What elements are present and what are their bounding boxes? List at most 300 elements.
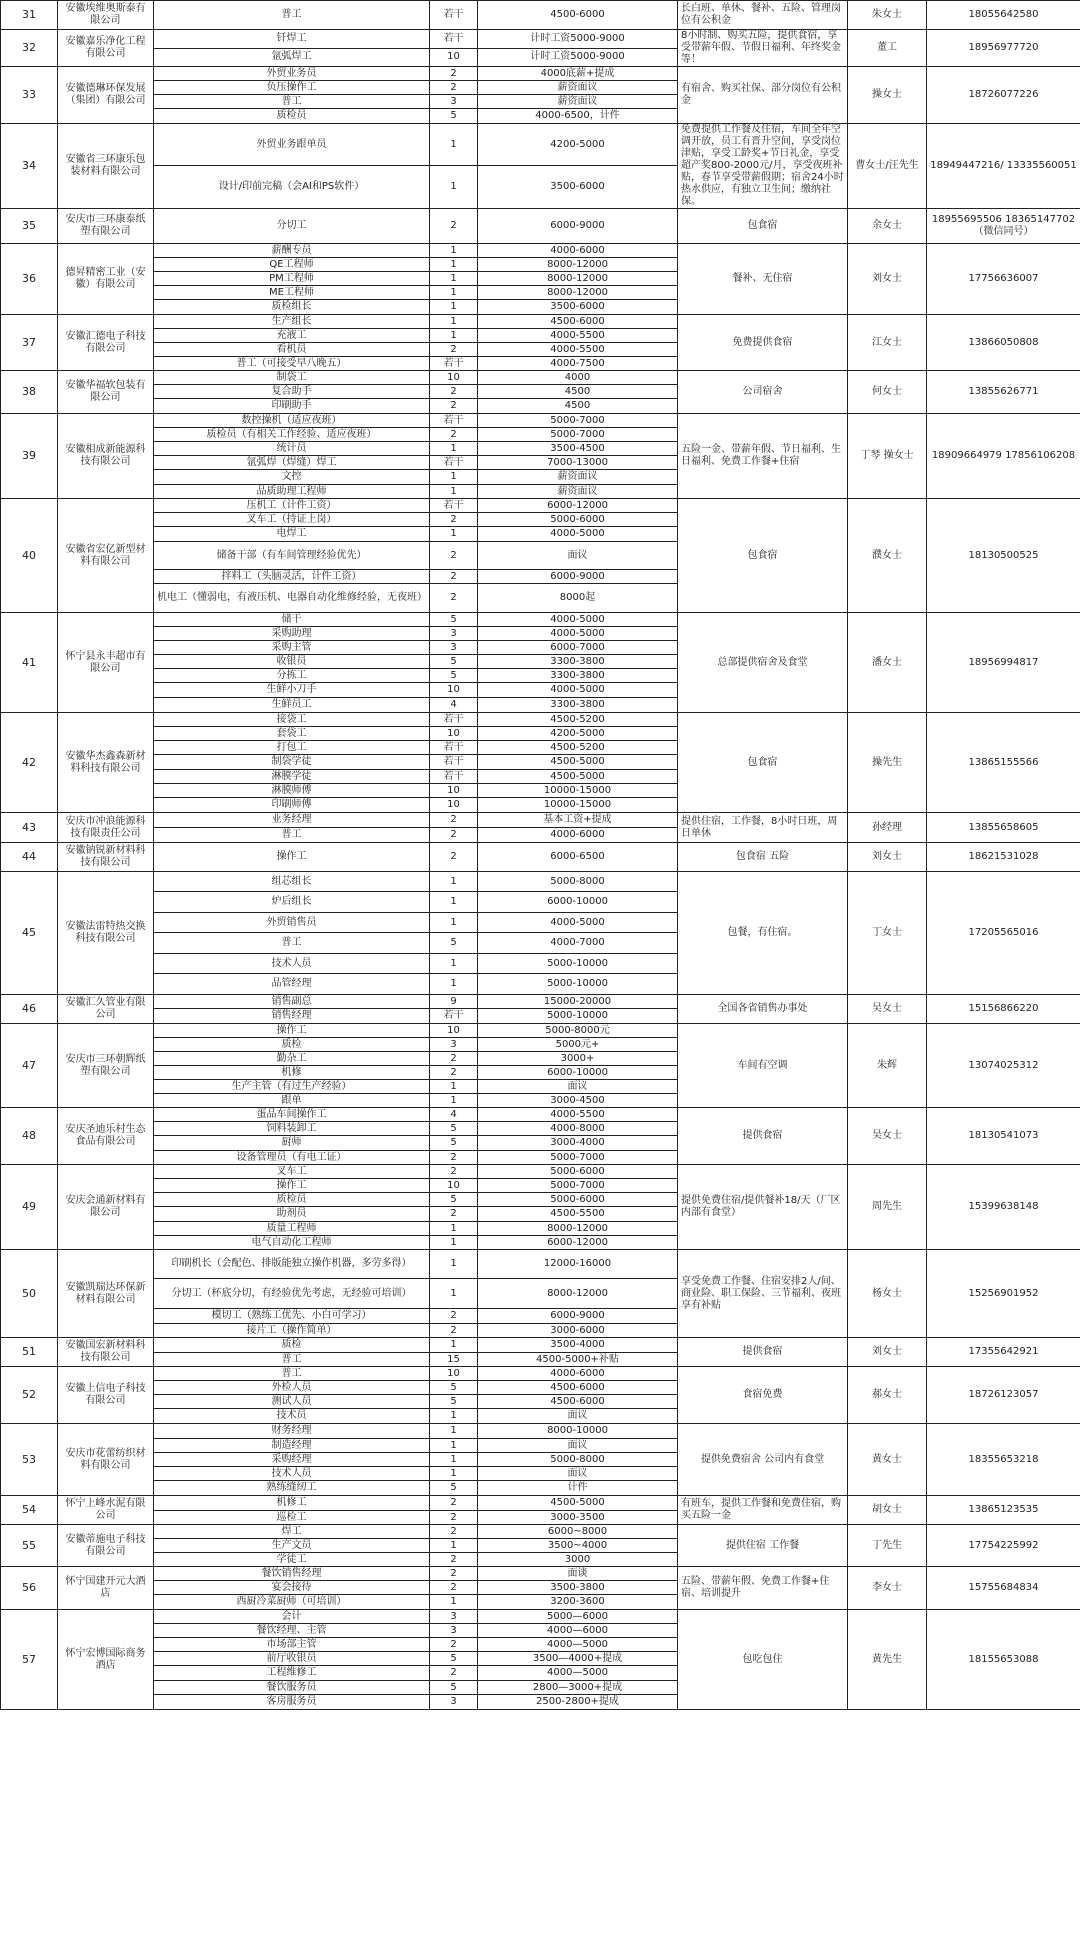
phone-number: 18955695506 18365147702（微信同号） bbox=[927, 209, 1080, 244]
benefits-cell: 提供住宿 工作餐 bbox=[678, 1525, 848, 1567]
position-salary: 5000-6000 bbox=[478, 1165, 678, 1179]
company-name: 安庆市三环康泰纸塑有限公司 bbox=[58, 209, 154, 244]
position-count: 1 bbox=[430, 244, 478, 258]
position-salary: 3000+ bbox=[478, 1052, 678, 1066]
position-title: 薪酬专员 bbox=[154, 244, 430, 258]
phone-number: 18055642580 bbox=[927, 1, 1080, 30]
phone-number: 18949447216/ 13335560051 bbox=[927, 124, 1080, 209]
position-salary: 7000-13000 bbox=[478, 456, 678, 470]
company-name: 安庆会通新材料有限公司 bbox=[58, 1165, 154, 1250]
position-title: 工程维修工 bbox=[154, 1666, 430, 1681]
position-title: 打包工 bbox=[154, 741, 430, 755]
position-count: 1 bbox=[430, 166, 478, 209]
phone-number: 18130500525 bbox=[927, 499, 1080, 613]
phone-number: 13855658605 bbox=[927, 813, 1080, 843]
position-salary: 3300-3800 bbox=[478, 669, 678, 683]
position-count: 10 bbox=[430, 683, 478, 698]
contact-person: 丁琴 操女士 bbox=[848, 414, 927, 499]
phone-number: 17756636007 bbox=[927, 244, 1080, 315]
position-title: 分拣工 bbox=[154, 669, 430, 683]
position-salary: 4000-5000 bbox=[478, 683, 678, 698]
row-number: 45 bbox=[1, 872, 58, 995]
position-count: 3 bbox=[430, 1624, 478, 1638]
company-name: 安徽省三环康乐包装材料有限公司 bbox=[58, 124, 154, 209]
position-salary: 3500-4500 bbox=[478, 442, 678, 456]
contact-person: 丁女士 bbox=[848, 872, 927, 995]
position-count: 10 bbox=[430, 784, 478, 798]
benefits-cell: 8小时制、购买五险，提供食宿，享受带薪年假、节假日福利、年终奖金等！ bbox=[678, 30, 848, 67]
position-salary: 4000底薪+提成 bbox=[478, 67, 678, 81]
position-count: 若干 bbox=[430, 770, 478, 784]
position-title: 质检员 bbox=[154, 1193, 430, 1207]
position-count: 5 bbox=[430, 1395, 478, 1409]
position-salary: 4500-5000 bbox=[478, 770, 678, 784]
position-count: 5 bbox=[430, 669, 478, 683]
position-count: 1 bbox=[430, 892, 478, 913]
position-title: 分切工（杯底分切，有经验优先考虑，无经验可培训） bbox=[154, 1279, 430, 1309]
position-salary: 4000-6000 bbox=[478, 828, 678, 843]
position-count: 9 bbox=[430, 995, 478, 1009]
position-salary: 4000-6000 bbox=[478, 1367, 678, 1381]
position-salary: 4000-8000 bbox=[478, 1122, 678, 1136]
position-title: 餐饮服务员 bbox=[154, 1681, 430, 1695]
position-salary: 4000-5000 bbox=[478, 913, 678, 933]
position-salary: 4000-5500 bbox=[478, 343, 678, 357]
position-title: 西厨冷菜厨师（可培训） bbox=[154, 1595, 430, 1610]
position-title: 操作工 bbox=[154, 1024, 430, 1038]
position-title: 餐饮销售经理 bbox=[154, 1567, 430, 1581]
position-salary: 薪资面议 bbox=[478, 95, 678, 109]
position-salary: 4500-5500 bbox=[478, 1207, 678, 1222]
contact-person: 刘女士 bbox=[848, 843, 927, 872]
benefits-cell: 提供食宿 bbox=[678, 1108, 848, 1165]
position-salary: 3500-6000 bbox=[478, 166, 678, 209]
position-count: 5 bbox=[430, 1681, 478, 1695]
table-row bbox=[1, 1567, 1080, 1581]
table-row bbox=[1, 872, 1080, 892]
position-title: 收银员 bbox=[154, 655, 430, 669]
position-title: 餐饮经理、主管 bbox=[154, 1624, 430, 1638]
benefits-cell: 免费提供工作餐及住宿，车间全年空调开放，员工有晋升空间，享受岗位津贴，享受工龄奖+节日礼金，享受超产奖800-2000元/月，享受夜班补贴，春节享受带薪假期；宿舍24小时热水供应，有独立卫生间；缴纳社保。 bbox=[678, 124, 848, 209]
position-title: 巡检工 bbox=[154, 1511, 430, 1525]
benefits-cell: 提供免费住宿/提供餐补18/天（厂区内部有食堂） bbox=[678, 1165, 848, 1250]
position-title: 机电工（懂弱电，有液压机、电器自动化维修经验，无夜班） bbox=[154, 584, 430, 613]
position-salary: 5000-10000 bbox=[478, 954, 678, 974]
position-count: 若干 bbox=[430, 30, 478, 49]
benefits-cell: 包食宿 bbox=[678, 209, 848, 244]
position-count: 2 bbox=[430, 1165, 478, 1179]
position-title: 普工 bbox=[154, 1367, 430, 1381]
position-salary: 面谈 bbox=[478, 1567, 678, 1581]
table-row bbox=[1, 1496, 1080, 1511]
table-row bbox=[1, 1424, 1080, 1439]
position-salary: 3300-3800 bbox=[478, 655, 678, 669]
row-number: 41 bbox=[1, 613, 58, 713]
position-count: 1 bbox=[430, 329, 478, 343]
position-count: 若干 bbox=[430, 456, 478, 470]
company-name: 安庆市冲浪能源科技有限责任公司 bbox=[58, 813, 154, 843]
contact-person: 吴女士 bbox=[848, 995, 927, 1024]
position-count: 1 bbox=[430, 286, 478, 300]
position-count: 1 bbox=[430, 1279, 478, 1309]
position-count: 1 bbox=[430, 470, 478, 485]
jobs-table-body bbox=[1, 1, 1080, 1710]
position-title: 负压操作工 bbox=[154, 81, 430, 95]
position-title: 生产文员 bbox=[154, 1539, 430, 1553]
company-name: 安徽上信电子科技有限公司 bbox=[58, 1367, 154, 1424]
position-title: 质量工程师 bbox=[154, 1222, 430, 1236]
position-salary: 3000 bbox=[478, 1553, 678, 1567]
position-count: 4 bbox=[430, 1108, 478, 1122]
company-name: 安徽省宏亿新型材料有限公司 bbox=[58, 499, 154, 613]
row-number: 53 bbox=[1, 1424, 58, 1496]
row-number: 46 bbox=[1, 995, 58, 1024]
position-salary: 5000—6000 bbox=[478, 1610, 678, 1624]
position-salary: 面议 bbox=[478, 1080, 678, 1094]
position-salary: 4500-5200 bbox=[478, 713, 678, 727]
row-number: 39 bbox=[1, 414, 58, 499]
position-salary: 5000-7000 bbox=[478, 1179, 678, 1193]
position-count: 若干 bbox=[430, 713, 478, 727]
position-count: 5 bbox=[430, 1136, 478, 1151]
position-title: 采购助理 bbox=[154, 627, 430, 641]
benefits-cell: 包食宿 五险 bbox=[678, 843, 848, 872]
position-title: 技术员 bbox=[154, 1409, 430, 1424]
position-salary: 4500-5000+补贴 bbox=[478, 1353, 678, 1367]
position-count: 10 bbox=[430, 371, 478, 385]
position-salary: 3000-3500 bbox=[478, 1511, 678, 1525]
benefits-cell: 五险、带薪年假、免费工作餐+住宿、培训提升 bbox=[678, 1567, 848, 1610]
position-title: 熟练缝纫工 bbox=[154, 1481, 430, 1496]
position-salary: 5000-8000元 bbox=[478, 1024, 678, 1038]
position-title: 市场部主管 bbox=[154, 1638, 430, 1652]
phone-number: 18956977720 bbox=[927, 30, 1080, 67]
position-count: 1 bbox=[430, 1250, 478, 1279]
position-count: 10 bbox=[430, 48, 478, 67]
position-count: 2 bbox=[430, 1309, 478, 1324]
row-number: 56 bbox=[1, 1567, 58, 1610]
row-number: 43 bbox=[1, 813, 58, 843]
contact-person: 孙经理 bbox=[848, 813, 927, 843]
position-title: 压机工（计件工资） bbox=[154, 499, 430, 513]
position-count: 1 bbox=[430, 1338, 478, 1353]
position-salary: 4500-6000 bbox=[478, 1, 678, 30]
contact-person: 郝女士 bbox=[848, 1367, 927, 1424]
position-title: 前厅收银员 bbox=[154, 1652, 430, 1666]
contact-person: 何女士 bbox=[848, 371, 927, 414]
position-count: 5 bbox=[430, 1122, 478, 1136]
position-salary: 5000-10000 bbox=[478, 1009, 678, 1024]
position-title: 蛋品车间操作工 bbox=[154, 1108, 430, 1122]
position-title: 助剂员 bbox=[154, 1207, 430, 1222]
position-title: 质检 bbox=[154, 1338, 430, 1353]
table-row bbox=[1, 1367, 1080, 1381]
position-salary: 4500-6000 bbox=[478, 315, 678, 329]
contact-person: 潘女士 bbox=[848, 613, 927, 713]
position-title: 电气自动化工程师 bbox=[154, 1236, 430, 1250]
position-title: 采购主管 bbox=[154, 641, 430, 655]
benefits-cell: 包食宿 bbox=[678, 499, 848, 613]
phone-number: 13865155566 bbox=[927, 713, 1080, 813]
position-title: 接片工（操作简单） bbox=[154, 1324, 430, 1338]
position-salary: 2500-2800+提成 bbox=[478, 1695, 678, 1710]
position-count: 5 bbox=[430, 109, 478, 124]
position-salary: 2800—3000+提成 bbox=[478, 1681, 678, 1695]
position-title: 测试人员 bbox=[154, 1395, 430, 1409]
position-title: 机修 bbox=[154, 1066, 430, 1080]
position-count: 10 bbox=[430, 798, 478, 813]
benefits-cell: 食宿免费 bbox=[678, 1367, 848, 1424]
position-count: 1 bbox=[430, 1453, 478, 1467]
benefits-cell: 包食宿 bbox=[678, 713, 848, 813]
position-title: 看机员 bbox=[154, 343, 430, 357]
position-title: 储备干部（有车间管理经验优先） bbox=[154, 542, 430, 570]
position-count: 1 bbox=[430, 1222, 478, 1236]
position-count: 10 bbox=[430, 1367, 478, 1381]
position-count: 1 bbox=[430, 124, 478, 166]
company-name: 安徽凯瑞达环保新材料有限公司 bbox=[58, 1250, 154, 1338]
position-count: 2 bbox=[430, 828, 478, 843]
position-count: 10 bbox=[430, 1024, 478, 1038]
position-title: 外贸业务员 bbox=[154, 67, 430, 81]
company-name: 怀宁国建开元大酒店 bbox=[58, 1567, 154, 1610]
position-title: 统计员 bbox=[154, 442, 430, 456]
position-count: 15 bbox=[430, 1353, 478, 1367]
position-title: 会计 bbox=[154, 1610, 430, 1624]
position-count: 1 bbox=[430, 1424, 478, 1439]
position-count: 2 bbox=[430, 1638, 478, 1652]
company-name: 安徽埃维奥斯泰有限公司 bbox=[58, 1, 154, 30]
row-number: 51 bbox=[1, 1338, 58, 1367]
table-row bbox=[1, 1250, 1080, 1279]
position-salary: 10000-15000 bbox=[478, 798, 678, 813]
position-salary: 6000-7000 bbox=[478, 641, 678, 655]
position-salary: 10000-15000 bbox=[478, 784, 678, 798]
position-title: 财务经理 bbox=[154, 1424, 430, 1439]
position-title: 品质助理工程师 bbox=[154, 485, 430, 499]
position-title: 制袋学徒 bbox=[154, 755, 430, 770]
position-salary: 12000-16000 bbox=[478, 1250, 678, 1279]
position-title: 生鲜员工 bbox=[154, 698, 430, 713]
phone-number: 18956994817 bbox=[927, 613, 1080, 713]
contact-person: 操先生 bbox=[848, 713, 927, 813]
contact-person: 黄女士 bbox=[848, 1424, 927, 1496]
contact-person: 朱女士 bbox=[848, 1, 927, 30]
position-count: 2 bbox=[430, 81, 478, 95]
phone-number: 17355642921 bbox=[927, 1338, 1080, 1367]
position-count: 10 bbox=[430, 727, 478, 741]
position-title: 质检员 bbox=[154, 109, 430, 124]
position-count: 若干 bbox=[430, 357, 478, 371]
contact-person: 胡女士 bbox=[848, 1496, 927, 1525]
position-title: 文控 bbox=[154, 470, 430, 485]
table-row bbox=[1, 1108, 1080, 1122]
phone-number: 17754225992 bbox=[927, 1525, 1080, 1567]
position-count: 3 bbox=[430, 95, 478, 109]
position-salary: 15000-20000 bbox=[478, 995, 678, 1009]
row-number: 54 bbox=[1, 1496, 58, 1525]
benefits-cell: 餐补、无住宿 bbox=[678, 244, 848, 315]
position-count: 若干 bbox=[430, 1009, 478, 1024]
position-title: 业务经理 bbox=[154, 813, 430, 828]
position-count: 5 bbox=[430, 655, 478, 669]
position-salary: 4000—5000 bbox=[478, 1638, 678, 1652]
position-count: 2 bbox=[430, 1525, 478, 1539]
table-row bbox=[1, 124, 1080, 166]
position-count: 3 bbox=[430, 1695, 478, 1710]
position-count: 2 bbox=[430, 1666, 478, 1681]
position-salary: 5000-8000 bbox=[478, 872, 678, 892]
position-salary: 6000-10000 bbox=[478, 1066, 678, 1080]
position-salary: 3000-4000 bbox=[478, 1136, 678, 1151]
phone-number: 17205565016 bbox=[927, 872, 1080, 995]
benefits-cell: 全国各省销售办事处 bbox=[678, 995, 848, 1024]
position-count: 1 bbox=[430, 1595, 478, 1610]
position-title: 普工 bbox=[154, 1353, 430, 1367]
position-count: 1 bbox=[430, 1467, 478, 1481]
position-title: 技术人员 bbox=[154, 1467, 430, 1481]
contact-person: 操女士 bbox=[848, 67, 927, 124]
position-title: 客房服务员 bbox=[154, 1695, 430, 1710]
phone-number: 13074025312 bbox=[927, 1024, 1080, 1108]
position-salary: 6000-12000 bbox=[478, 1236, 678, 1250]
table-row bbox=[1, 843, 1080, 872]
row-number: 38 bbox=[1, 371, 58, 414]
position-salary: 4000-5000 bbox=[478, 613, 678, 627]
phone-number: 18909664979 17856106208 bbox=[927, 414, 1080, 499]
position-count: 2 bbox=[430, 843, 478, 872]
position-count: 若干 bbox=[430, 741, 478, 755]
position-count: 3 bbox=[430, 641, 478, 655]
position-count: 2 bbox=[430, 428, 478, 442]
position-title: 套袋工 bbox=[154, 727, 430, 741]
row-number: 32 bbox=[1, 30, 58, 67]
contact-person: 濮女士 bbox=[848, 499, 927, 613]
phone-number: 13855626771 bbox=[927, 371, 1080, 414]
row-number: 50 bbox=[1, 1250, 58, 1338]
company-name: 德昇精密工业（安徽）有限公司 bbox=[58, 244, 154, 315]
position-title: 叉车工（持证上岗） bbox=[154, 513, 430, 527]
position-count: 5 bbox=[430, 1381, 478, 1395]
benefits-cell: 有班车，提供工作餐和免费住宿，购买五险一金 bbox=[678, 1496, 848, 1525]
row-number: 47 bbox=[1, 1024, 58, 1108]
position-title: 储干 bbox=[154, 613, 430, 627]
position-salary: 3500-3800 bbox=[478, 1581, 678, 1595]
position-salary: 6000~8000 bbox=[478, 1525, 678, 1539]
position-title: 品管经理 bbox=[154, 974, 430, 995]
position-salary: 5000元+ bbox=[478, 1038, 678, 1052]
position-title: 炉后组长 bbox=[154, 892, 430, 913]
row-number: 37 bbox=[1, 315, 58, 371]
contact-person: 刘女士 bbox=[848, 244, 927, 315]
position-title: 接袋工 bbox=[154, 713, 430, 727]
position-salary: 6000-10000 bbox=[478, 892, 678, 913]
table-row bbox=[1, 713, 1080, 727]
table-row bbox=[1, 613, 1080, 627]
benefits-cell: 总部提供宿舍及食堂 bbox=[678, 613, 848, 713]
contact-person: 周先生 bbox=[848, 1165, 927, 1250]
position-count: 1 bbox=[430, 527, 478, 542]
position-count: 5 bbox=[430, 613, 478, 627]
table-row bbox=[1, 67, 1080, 81]
phone-number: 18726077226 bbox=[927, 67, 1080, 124]
position-count: 2 bbox=[430, 399, 478, 414]
position-salary: 6000-9000 bbox=[478, 570, 678, 584]
position-count: 2 bbox=[430, 385, 478, 399]
position-salary: 计时工资5000-9000 bbox=[478, 30, 678, 49]
position-salary: 3500—4000+提成 bbox=[478, 1652, 678, 1666]
position-title: 跟单 bbox=[154, 1094, 430, 1108]
position-count: 1 bbox=[430, 1094, 478, 1108]
contact-person: 吴女士 bbox=[848, 1108, 927, 1165]
row-number: 55 bbox=[1, 1525, 58, 1567]
position-title: 制袋工 bbox=[154, 371, 430, 385]
position-title: 生产主管（有过生产经验） bbox=[154, 1080, 430, 1094]
position-salary: 6000-9000 bbox=[478, 209, 678, 244]
row-number: 42 bbox=[1, 713, 58, 813]
position-salary: 3500~4000 bbox=[478, 1539, 678, 1553]
position-salary: 4200-5000 bbox=[478, 124, 678, 166]
position-title: 操作工 bbox=[154, 1179, 430, 1193]
position-salary: 4000-5500 bbox=[478, 1108, 678, 1122]
position-salary: 4000-7500 bbox=[478, 357, 678, 371]
position-title: 钎焊工 bbox=[154, 30, 430, 49]
position-title: 模切工（熟练工优先、小白可学习） bbox=[154, 1309, 430, 1324]
position-count: 若干 bbox=[430, 1, 478, 30]
contact-person: 李女士 bbox=[848, 1567, 927, 1610]
position-count: 5 bbox=[430, 1193, 478, 1207]
benefits-cell: 提供食宿 bbox=[678, 1338, 848, 1367]
position-count: 若干 bbox=[430, 414, 478, 428]
position-title: 厨师 bbox=[154, 1136, 430, 1151]
position-count: 1 bbox=[430, 300, 478, 315]
position-salary: 3000-6000 bbox=[478, 1324, 678, 1338]
phone-number: 18155653088 bbox=[927, 1610, 1080, 1710]
position-count: 1 bbox=[430, 1439, 478, 1453]
position-salary: 4000 bbox=[478, 371, 678, 385]
company-name: 安徽钠锐新材料科技有限公司 bbox=[58, 843, 154, 872]
table-row bbox=[1, 244, 1080, 258]
position-salary: 计件 bbox=[478, 1481, 678, 1496]
position-salary: 4000-5000 bbox=[478, 627, 678, 641]
row-number: 52 bbox=[1, 1367, 58, 1424]
position-count: 2 bbox=[430, 1553, 478, 1567]
position-salary: 8000-12000 bbox=[478, 258, 678, 272]
position-title: 印刷师傅 bbox=[154, 798, 430, 813]
position-salary: 4000-6000 bbox=[478, 244, 678, 258]
position-count: 2 bbox=[430, 1066, 478, 1080]
position-count: 5 bbox=[430, 933, 478, 954]
position-title: 淋膜学徒 bbox=[154, 770, 430, 784]
position-count: 1 bbox=[430, 872, 478, 892]
position-salary: 8000-12000 bbox=[478, 272, 678, 286]
position-title: 焊工 bbox=[154, 1525, 430, 1539]
position-count: 1 bbox=[430, 1409, 478, 1424]
position-count: 2 bbox=[430, 1151, 478, 1165]
position-title: 氩弧焊（焊缝）焊工 bbox=[154, 456, 430, 470]
benefits-cell: 提供免费宿舍 公司内有食堂 bbox=[678, 1424, 848, 1496]
position-count: 1 bbox=[430, 442, 478, 456]
position-count: 4 bbox=[430, 698, 478, 713]
position-count: 2 bbox=[430, 67, 478, 81]
position-count: 3 bbox=[430, 627, 478, 641]
position-title: QE工程师 bbox=[154, 258, 430, 272]
contact-person: 江女士 bbox=[848, 315, 927, 371]
table-row bbox=[1, 1338, 1080, 1353]
benefits-cell: 有宿舍、购买社保、部分岗位有公积金 bbox=[678, 67, 848, 124]
row-number: 36 bbox=[1, 244, 58, 315]
position-count: 1 bbox=[430, 1539, 478, 1553]
